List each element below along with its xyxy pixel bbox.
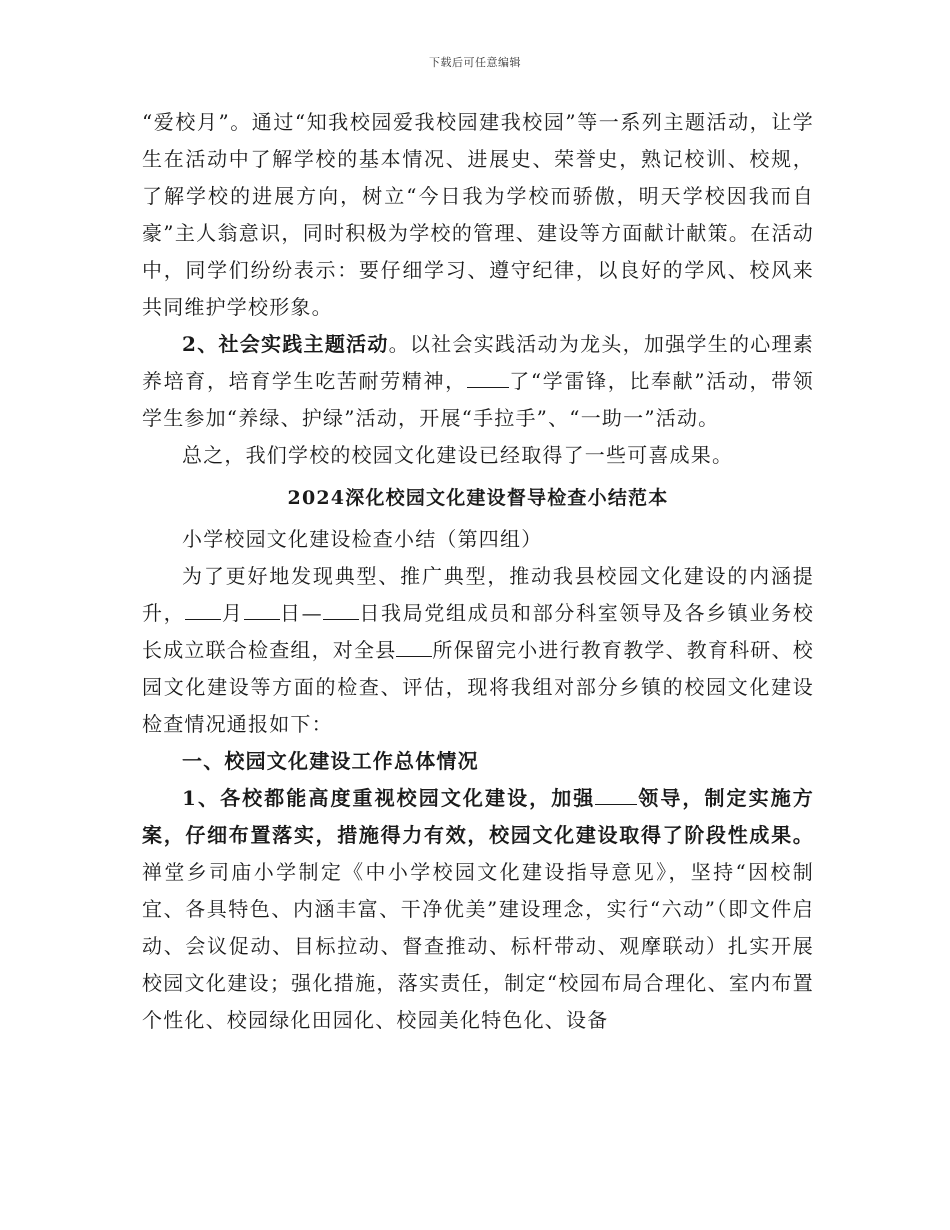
paragraph-2-text-b: 了“学雷锋，比奉献”活动，带领学生参加“养绿、护绿”活动，开展“手拉手”、“一助一”活动。 <box>142 369 815 430</box>
blank-field <box>323 601 359 620</box>
paragraph-7-bold-b: 领导，制定实施方案，仔细布置落实，措施得力有效，校园文化建设取得了阶段性成果。 <box>142 786 814 847</box>
blank-field <box>595 786 637 805</box>
paragraph-5 <box>142 558 814 743</box>
subsection-heading: 一、校园文化建设工作总体情况 <box>182 749 479 773</box>
section-title: 2024深化校园文化建设督导检查小结范本 <box>287 487 669 509</box>
paragraph-3: 总之，我们学校的校园文化建设已经取得了一些可喜成果。 <box>182 443 734 467</box>
paragraph-2-text-a: 。以社会实践活动为龙头，加强学生的心理素养培育，培育学生吃苦耐劳精神， <box>142 332 815 393</box>
paragraph-5-text-b: 月 <box>221 601 244 625</box>
paragraph-7-bold-a: 1、各校都能高度重视校园文化建设，加强 <box>182 786 596 810</box>
paragraph-2-heading: 2、社会实践主题活动 <box>182 332 389 356</box>
blank-field <box>396 638 432 657</box>
paragraph-7-text: 禅堂乡司庙小学制定《中小学校园文化建设指导意见》，坚持“因校制宜、各具特色、内涵丰富、干净优美”建设理念，实行“六动”（即文件启动、会议促动、目标拉动、督查推动、标杆带动、观摩联动）扎实开展校园文化建设；强化措施，落实责任，制定“校园布局合理化、室内布置个性化、校园绿化田园化、校园美化特色化、设备 <box>142 860 814 1032</box>
paragraph-2 <box>142 326 814 437</box>
document-body <box>142 104 814 1039</box>
paragraph-5-text-a: 为了更好地发现典型、推广典型，推动我县校园文化建设的内涵提升， <box>142 564 814 625</box>
blank-field <box>185 601 221 620</box>
blank-field <box>244 601 280 620</box>
paragraph-5-text-c: 日— <box>279 601 323 625</box>
paragraph-4: 小学校园文化建设检查小结（第四组） <box>182 527 543 551</box>
page-header: 下载后可任意编辑 <box>429 56 521 69</box>
paragraph-1: “爱校月”。通过“知我校园爱我校园建我校园”等一系列主题活动，让学生在活动中了解学校的基本情况、进展史、荣誉史，熟记校训、校规，了解学校的进展方向，树立“今日我为学校而骄傲，明天学校因我而自豪”主人翁意识，同时积极为学校的管理、建设等方面献计献策。在活动中，同学们纷纷表示：要仔细学习、遵守纪律，以良好的学风、校风来共同维护学校形象。 <box>142 110 814 319</box>
paragraph-5-text-d: 日我局党组成员和部分科室领导及各乡镇业务校长成立联合检查组，对全县 <box>142 601 815 662</box>
paragraph-5-text-e: 所保留完小进行教育教学、教育科研、校园文化建设等方面的检查、评估，现将我组对部分乡镇的校园文化建设检查情况通报如下： <box>142 638 815 736</box>
paragraph-7 <box>142 780 814 1039</box>
blank-field <box>467 369 509 388</box>
